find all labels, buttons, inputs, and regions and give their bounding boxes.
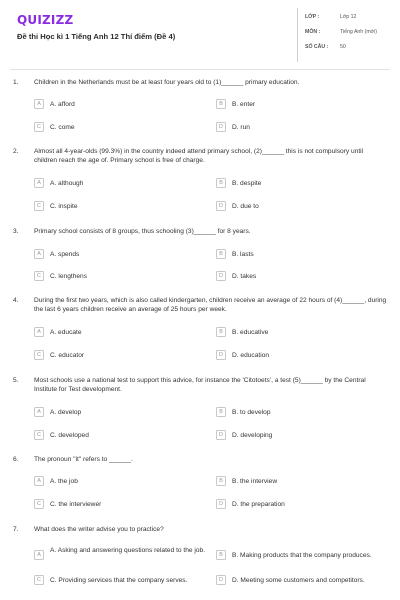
- question-number: 2.: [13, 148, 19, 155]
- option-text: C. Providing services that the company serves.: [50, 576, 188, 584]
- question-text: Primary school consists of 8 groups, thus schooling (3)______ for 8 years.: [34, 228, 251, 235]
- option-text: D. takes: [232, 272, 257, 280]
- meta-subject: [305, 29, 393, 44]
- question-text: Children in the Netherlands must be at least four years old to (1)______ primary education.: [34, 79, 300, 86]
- option-text: B. educative: [232, 328, 269, 336]
- option-text: B. Making products that the company produces.: [232, 551, 372, 559]
- meta-class: [305, 14, 393, 29]
- option-letter-box: A: [34, 476, 44, 486]
- option-text: C. inspite: [50, 202, 78, 210]
- meta-subject-label: MÔN :: [305, 29, 321, 35]
- question-number: 5.: [13, 377, 19, 384]
- question-number: 3.: [13, 228, 19, 235]
- meta-class-value: Lớp 12: [340, 14, 357, 20]
- question-number: 1.: [13, 79, 19, 86]
- option-letter-box: D: [216, 430, 226, 440]
- option-text: A. afford: [50, 100, 75, 108]
- option-text: A. educate: [50, 328, 82, 336]
- meta-count-label: SỐ CÂU :: [305, 44, 329, 50]
- quizizz-logo: QUIZIZZ: [17, 13, 74, 27]
- option-letter-box: D: [216, 271, 226, 281]
- option-text: D. the preparation: [232, 500, 285, 508]
- option-letter-box: D: [216, 575, 226, 585]
- question-text: What does the writer advise you to practice?: [34, 526, 164, 533]
- option-text: B. lasts: [232, 250, 254, 258]
- option-letter-box: C: [34, 201, 44, 211]
- option-letter-box: D: [216, 499, 226, 509]
- meta-subject-value: Tiếng Anh (mới): [340, 29, 377, 35]
- option-letter-box: B: [216, 178, 226, 188]
- option-letter-box: A: [34, 327, 44, 337]
- option-letter-box: D: [216, 201, 226, 211]
- option-letter-box: A: [34, 249, 44, 259]
- option-letter-box: A: [34, 99, 44, 109]
- option-text: D. education: [232, 351, 270, 359]
- header-divider: [297, 8, 298, 62]
- option-letter-box: A: [34, 407, 44, 417]
- question-number: 4.: [13, 297, 19, 304]
- option-letter-box: D: [216, 350, 226, 360]
- option-letter-box: B: [216, 407, 226, 417]
- option-text: C. the interviewer: [50, 500, 102, 508]
- option-letter-box: A: [34, 178, 44, 188]
- option-text: C. developed: [50, 431, 89, 439]
- question-text: Most schools use a national test to support this advice, for instance the 'Citotoets', a test (5)______ by the Central Institute for Test development.: [34, 377, 366, 393]
- meta-count-value: 50: [340, 44, 346, 50]
- option-letter-box: B: [216, 249, 226, 259]
- worksheet-header: [0, 0, 400, 70]
- question-number: 6.: [13, 456, 19, 463]
- option-letter-box: C: [34, 122, 44, 132]
- option-letter-box: D: [216, 122, 226, 132]
- question-text: Almost all 4-year-olds (99.3%) in the country indeed attend primary school, (2)______ this is not compulsory until children reach the age of. Primary school is free of charge.: [34, 148, 364, 164]
- option-text: A. spends: [50, 250, 80, 258]
- option-text: A. develop: [50, 408, 82, 416]
- option-text: A. Asking and answering questions related to the job.: [50, 547, 206, 554]
- question-number: 7.: [13, 526, 19, 533]
- option-text: D. developing: [232, 431, 273, 439]
- option-letter-box: B: [216, 327, 226, 337]
- option-text: B. despite: [232, 179, 262, 187]
- option-letter-box: C: [34, 430, 44, 440]
- option-text: D. Meeting some customers and competitors.: [232, 576, 365, 584]
- option-text: D. due to: [232, 202, 259, 210]
- option-text: B. enter: [232, 100, 256, 108]
- page-title: Đề thi Học kì 1 Tiếng Anh 12 Thí điểm (Đề 4): [17, 32, 176, 41]
- option-text: C. lengthens: [50, 272, 88, 280]
- meta-class-label: LỚP :: [305, 14, 320, 20]
- question-text: During the first two years, which is also called kindergarten, children receive an average of 22 hours of (4)______, during the last 6 years children receive an average of 25 hours per week.: [34, 297, 387, 313]
- header-divider-line: [10, 69, 390, 70]
- option-text: C. educator: [50, 351, 85, 359]
- option-text: D. run: [232, 123, 250, 131]
- option-letter-box: C: [34, 350, 44, 360]
- option-letter-box: C: [34, 575, 44, 585]
- meta-count: [305, 44, 393, 59]
- exam-meta: [305, 14, 393, 59]
- option-text: A. although: [50, 179, 84, 187]
- option-letter-box: C: [34, 499, 44, 509]
- option-text: B. to develop: [232, 408, 271, 416]
- option-letter-box: A: [34, 550, 44, 560]
- option-letter-box: B: [216, 550, 226, 560]
- option-text: A. the job: [50, 477, 78, 485]
- option-text: B. the interview: [232, 477, 278, 485]
- option-text: C. come: [50, 123, 75, 131]
- option-letter-box: C: [34, 271, 44, 281]
- question-text: The pronoun "it" refers to ______.: [34, 456, 133, 463]
- option-letter-box: B: [216, 99, 226, 109]
- option-letter-box: B: [216, 476, 226, 486]
